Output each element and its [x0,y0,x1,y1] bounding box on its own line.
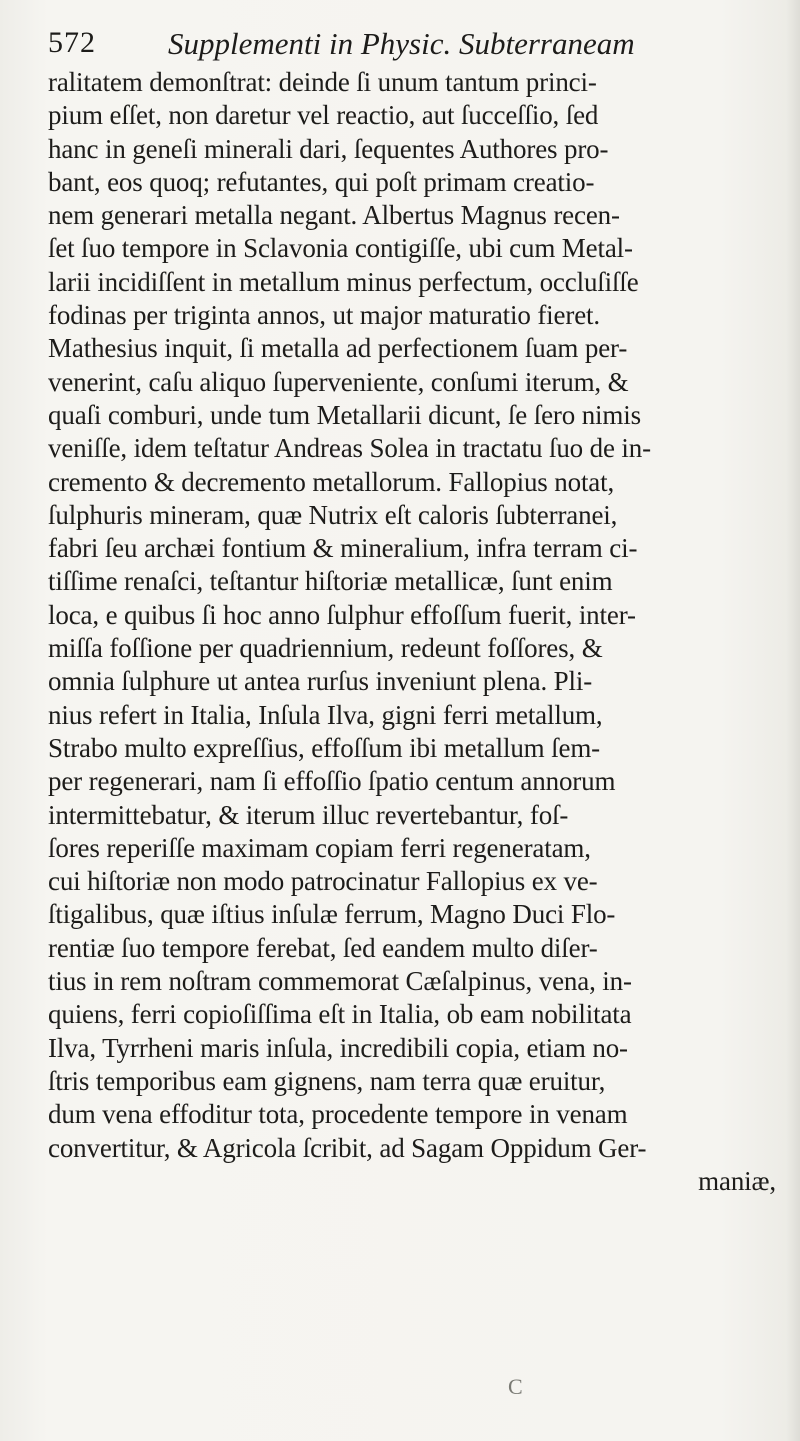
text-line: veniſſe, idem teſtatur Andreas Solea in tractatu ſuo de in- [48,433,651,464]
text-line: Ilva, Tyrrheni maris inſula, incredibili copia, etiam no- [48,1032,628,1063]
text-line: intermittebatur, & iterum illuc revertebantur, foſ- [48,799,569,830]
text-line: ſulphuris mineram, quæ Nutrix eſt caloris ſubterranei, [48,499,618,530]
running-title: Supplementi in Physic. Subterraneam [168,26,635,61]
text-line: ſtigalibus, quæ iſtius inſulæ ferrum, Magno Duci Flo- [48,899,616,930]
text-line: tiſſime renaſci, teſtantur hiſtoriæ metallicæ, ſunt enim [48,566,613,597]
text-line: ſet ſuo tempore in Sclavonia contigiſſe, ubi cum Metal- [48,233,633,264]
text-line: dum vena effoditur tota, procedente tempore in venam [48,1099,628,1130]
body-text [48,66,788,1198]
text-line: fodinas per triginta annos, ut major maturatio fieret. [48,300,600,331]
text-line: cui hiſtoriæ non modo patrocinatur Fallopius ex ve- [48,866,598,897]
text-line: rentiæ ſuo tempore ferebat, ſed eandem multo diſer- [48,932,598,963]
signature-mark: C [508,1374,523,1399]
page-number: 572 [48,26,96,59]
text-line: per regenerari, nam ſi effoſſio ſpatio centum annorum [48,766,616,797]
text-line: venerint, caſu aliquo ſuperveniente, conſumi iterum, & [48,366,629,397]
text-line: ſtris temporibus eam gignens, nam terra quæ eruitur, [48,1065,606,1096]
text-line: loca, e quibus ſi hoc anno ſulphur effoſſum fuerit, inter- [48,599,636,630]
text-line: bant, eos quoq; refutantes, qui poſt primam creatio- [48,166,595,197]
text-line: quaſi comburi, unde tum Metallarii dicunt, ſe ſero nimis [48,399,641,430]
text-line: nius refert in Italia, Inſula Ilva, gigni ferri metallum, [48,699,603,730]
text-line: fabri ſeu archæi fontium & mineralium, infra terram ci- [48,533,638,564]
text-line: cremento & decremento metallorum. Fallopius notat, [48,466,615,497]
text-line: tius in rem noſtram commemorat Cæſalpinus, vena, in- [48,966,632,997]
text-line: Strabo multo expreſſius, effoſſum ibi metallum ſem- [48,732,601,763]
text-line: Mathesius inquit, ſi metalla ad perfectionem ſuam per- [48,333,628,364]
text-line: hanc in geneſi minerali dari, ſequentes Authores pro- [48,133,609,164]
text-line: omnia ſulphure ut antea rurſus inveniunt plena. Pli- [48,666,593,697]
text-line: miſſa foſſione per quadriennium, redeunt foſſores, & [48,633,603,664]
text-line: ralitatem demonſtrat: deinde ſi unum tantum princi- [48,67,597,97]
page-edge-shadow [786,0,800,1441]
text-line: maniæ, [698,1165,776,1196]
text-line: pium eſſet, non daretur vel reactio, aut ſucceſſio, ſed [48,100,599,131]
text-line: convertitur, & Agricola ſcribit, ad Sagam Oppidum Ger- [48,1132,647,1163]
text-line: larii incidiſſent in metallum minus perfectum, occluſiſſe [48,266,639,297]
text-line: nem generari metalla negant. Albertus Magnus recen- [48,200,620,231]
text-line: quiens, ferri copioſiſſima eſt in Italia, ob eam nobilitata [48,999,632,1030]
page-header [48,20,748,64]
text-line: ſores reperiſſe maximam copiam ferri regeneratam, [48,832,591,863]
